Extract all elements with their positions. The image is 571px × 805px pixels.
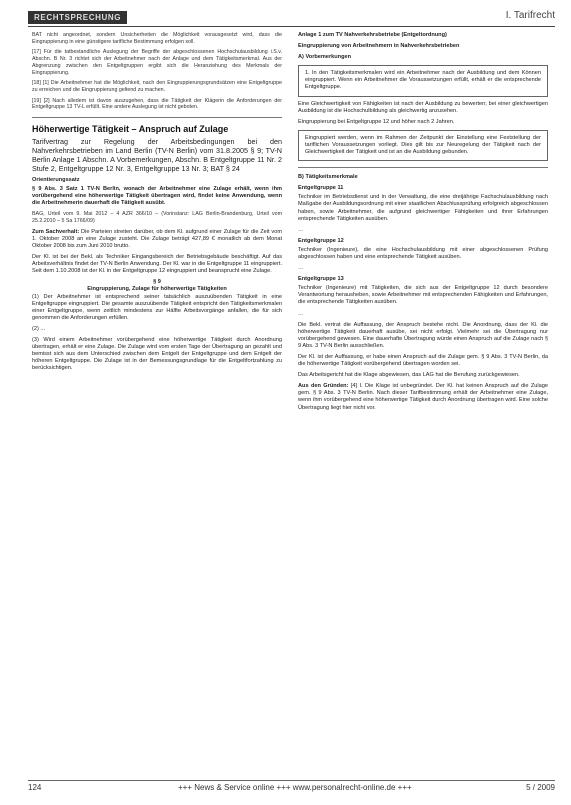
guiding-principle: § 9 Abs. 3 Satz 1 TV-N Berlin, wonach der Arbeitnehmer eine Zulage erhält, wenn ihm vorübergehend eine höherwertige Tätigkeit übertragen wird, findet keine Anwendung, wenn die Arbeitnehmerin dauerhaft die Tätigkeit ausübt. [32, 186, 282, 207]
issue-number: 5 / 2009 [526, 783, 555, 792]
reasons-heading: Aus den Gründen: [298, 383, 349, 390]
paragraph: Der Kl. ist bei der Bekl. als Techniker Eingangsbereich der Betriebsgebäude beschäftigt. Auf das Arbeitsverhältnis findet der TV-N Berlin Anwendung. Der Kl. war in die Entgeltgruppe 11 eingruppiert. Seit dem 1.10.2008 ist der Kl. in der Entgeltgruppe 12 eingruppiert und beansprucht eine Zulage. [32, 254, 282, 275]
paragraph: Eingruppierung bei Entgeltgruppe 12 und höher nach 2 Jahren. [298, 118, 455, 125]
section-title: Eingruppierung, Zulage für höherwertige Tätigkeiten [87, 286, 227, 293]
pay-group-text: Techniker (Ingenieure), die eine Hochschulausbildung mit einer abgeschlossenen Prüfung abgeschlossen haben und eine entsprechende Tätigkeit ausüben. [298, 246, 548, 260]
ellipsis: … [298, 310, 304, 317]
boxed-text: Eingruppiert werden, wenn im Rahmen der Zeitpunkt der Einstellung eine Feststellung der tariflichen Voraussetzungen vorliegt. Dies gilt bis zur Neuregelung der Tätigkeit nach der Gleichwertigkeit der Tätigkeit und ist an die Ausbildung gebunden. [298, 130, 548, 161]
paragraph: A) Vorbemerkungen [298, 54, 352, 61]
paragraph: [18] [1] Die Arbeitnehmer hat die Möglichkeit, nach den Eingruppierungsgrundsätzen eine Entgeltgruppe zu erreichen und die Eingruppierung geltend zu machen. [32, 80, 282, 93]
pay-group-text: Techniker im Betriebsdienst und in der Verwaltung, die eine dreijährige Fachschulausbildung nach Maßgabe der Ausbildungsordnung mit einer staatlichen Abschlussprüfung erfolgreich abgeschlossen haben, sowie Arbeitnehmer, die aufgrund gleichwertiger Fähigkeiten und ihrer Erfahrungen entsprechende Tätigkeiten ausüben. [298, 194, 548, 222]
reasons-paragraph [298, 383, 548, 411]
paragraph: [19] [2] Nach alledem ist davon auszugehen, dass die Tätigkeit der Klägerin die Anforderungen der Entgeltgruppe 13 TV-L erfüllt. Eine andere Auslegung ist nicht geboten. [32, 97, 282, 111]
article-subtitle: Tarifvertrag zur Regelung der Arbeitsbedingungen bei den Nahverkehrsbetrieben im Land Berlin (TV-N Berlin) vom 31.8.2005 § 9; TV-N Berlin Anlage 1 Abschn. A Vorbemerkungen, Abschn. B Entgeltgruppe 11 Nr. 2 Stufe 2, Entgeltgruppe 12 Nr. 3, Entgeltgruppe 13 Nr. 3; BAT § 24 [32, 137, 282, 174]
ellipsis: … [298, 265, 304, 272]
paragraph: Eine Gleichwertigkeit von Fähigkeiten ist nach der Ausbildung zu bewerten; bei einer gleichwertigen Ausbildung ist die Hochschulbildung als gleichwertig anzusehen. [298, 100, 548, 114]
divider [32, 117, 282, 118]
left-column [32, 32, 282, 772]
paragraph: Der Kl. ist der Auffassung, er habe einen Anspruch auf die Zulage gem. § 9 Abs. 3 TV-N Berlin, da die höherwertige Tätigkeit vorübergehend übertragen worden sei. [298, 354, 548, 368]
paragraph: (3) Wird einem Arbeitnehmer vorübergehend eine höherwertige Tätigkeit durch Anordnung übertragen, erhält er eine Zulage. Die Zulage wird vom ersten Tage der Übertragung an gezahlt und bemisst sich aus dem Unterschied zwischen dem Entgelt der Entgeltgruppe und dem Entgelt der höheren Entgeltgruppe. Die Zulage ist in der Bemessungsgrundlage für die Entgeltfortzahlung zu berücksichtigen. [32, 337, 282, 372]
paragraph: Das Arbeitsgericht hat die Klage abgewiesen, das LAG hat die Berufung zurückgewiesen. [298, 372, 520, 379]
facts-heading: Zum Sachverhalt: [32, 228, 80, 235]
ellipsis: … [298, 226, 304, 233]
section-sign: § 9 [153, 279, 161, 286]
facts-text: Die Parteien streiten darüber, ob dem Kl. aufgrund einer Zulage für die Zeit vom 1. Oktober 2008 an eine Zulage zusteht. Die Zulage beträgt 427,89 € monatlich ab dem Monat Oktober 2008 bis zum Juni 2010 brutto. [32, 228, 282, 249]
page-footer [28, 780, 555, 795]
page-number: 124 [28, 783, 42, 792]
section-title: I. Tarifrecht [505, 10, 555, 21]
divider [298, 167, 548, 168]
paragraph: [17] Für die tatbestandliche Auslegung der Begriffe der abgeschlossenen Hochschulausbildung i.S.v. Abschn. B Nr. 3 richtet sich der Arbeitnehmer nach der Anlage und dem Tätigkeitsmerkmal. Aus der Abgrenzung zwischen den Entgeltgruppen ergibt sich die Heranziehung des Merkmals der Eingruppierung. [32, 49, 282, 76]
subsection-heading: B) Tätigkeitsmerkmale [298, 174, 358, 181]
paragraph: (1) Der Arbeitnehmer ist entsprechend seiner tatsächlich auszuübenden Tätigkeit in eine Entgeltgruppe eingruppiert. Die gesamte auszuübende Tätigkeit entspricht den Tätigkeitsmerkmalen einer Entgeltgruppe, wenn zeitlich mindestens zur Hälfte Arbeitsvorgänge anfallen, die für sich genommen die Anforderungen erfüllen. [32, 293, 282, 321]
paragraph: Die Bekl. vertrat die Auffassung, der Anspruch bestehe nicht. Die Anordnung, dass der Kl. die höherwertige Tätigkeit dauerhaft ausübe, sei nicht erfolgt. Vielmehr sei die Übertragung nur vorübergehend gewesen. Eine dauerhafte Übertragung würde einen Anspruch auf die Zulage nach § 9 Abs. 3 TV-N Berlin ausschließen. [298, 321, 548, 349]
paragraph: Anlage 1 zum TV Nahverkehrsbetriebe (Entgeltordnung) [298, 32, 447, 38]
running-header [28, 10, 555, 27]
boxed-text: 1. In den Tätigkeitsmerkmalen wird ein Arbeitnehmer nach der Ausbildung und dem Können eingruppiert. Wenn ein Arbeitnehmer die Voraussetzungen erfüllt, erhält er die entsprechende Entgeltgruppe. [298, 65, 548, 96]
facts-paragraph [32, 229, 282, 250]
pay-group-heading: Entgeltgruppe 13 [298, 276, 344, 283]
right-column [298, 32, 548, 772]
footer-url: +++ News & Service online +++ www.personalrecht-online.de +++ [178, 783, 412, 792]
journal-brand: RECHTSPRECHUNG [28, 11, 127, 24]
paragraph: Eingruppierung von Arbeitnehmern in Nahverkehrsbetrieben [298, 43, 460, 50]
citation: BAG, Urteil vom 9. Mai 2012 – 4 AZR 366/10 – (Vorinstanz: LAG Berlin-Brandenburg, Urteil vom 25.2.2010 – 5 Sa 1766/09) [32, 211, 282, 225]
pay-group-heading: Entgeltgruppe 12 [298, 237, 344, 244]
paragraph: (2) ... [32, 325, 46, 332]
paragraph: BAT nicht angeordnet, sondern Unsicherheiten die Möglichkeit vorausgesetzt wird, dass die Eingruppierung in eine günstigere tarifliche Bestimmung erfolgen soll. [32, 32, 282, 45]
pay-group-heading: Entgeltgruppe 11 [298, 185, 344, 192]
article-title: Höherwertige Tätigkeit – Anspruch auf Zulage [32, 124, 229, 135]
guiding-principle-heading: Orientierungssatz [32, 177, 80, 184]
reasons-text: [4] I. Die Klage ist unbegründet. Der Kl. hat keinen Anspruch auf die Zulage gem. § 9 Abs. 3 TV-N Berlin. Nach dieser Tarifbestimmung erhält der Arbeitnehmer eine Zulage, wenn ihm vorübergehend eine höherwertige Tätigkeit durch Anordnung übertragen wird. Eine solche Übertragung liegt hier nicht vor. [298, 383, 548, 411]
pay-group-text: Techniker (Ingenieure) mit Tätigkeiten, die sich aus der Entgeltgruppe 12 durch besondere Verantwortung herausheben, sowie Arbeitnehmer mit entsprechenden Fähigkeiten und Erfahrungen, die entsprechende Tätigkeiten ausüben. [298, 285, 548, 306]
